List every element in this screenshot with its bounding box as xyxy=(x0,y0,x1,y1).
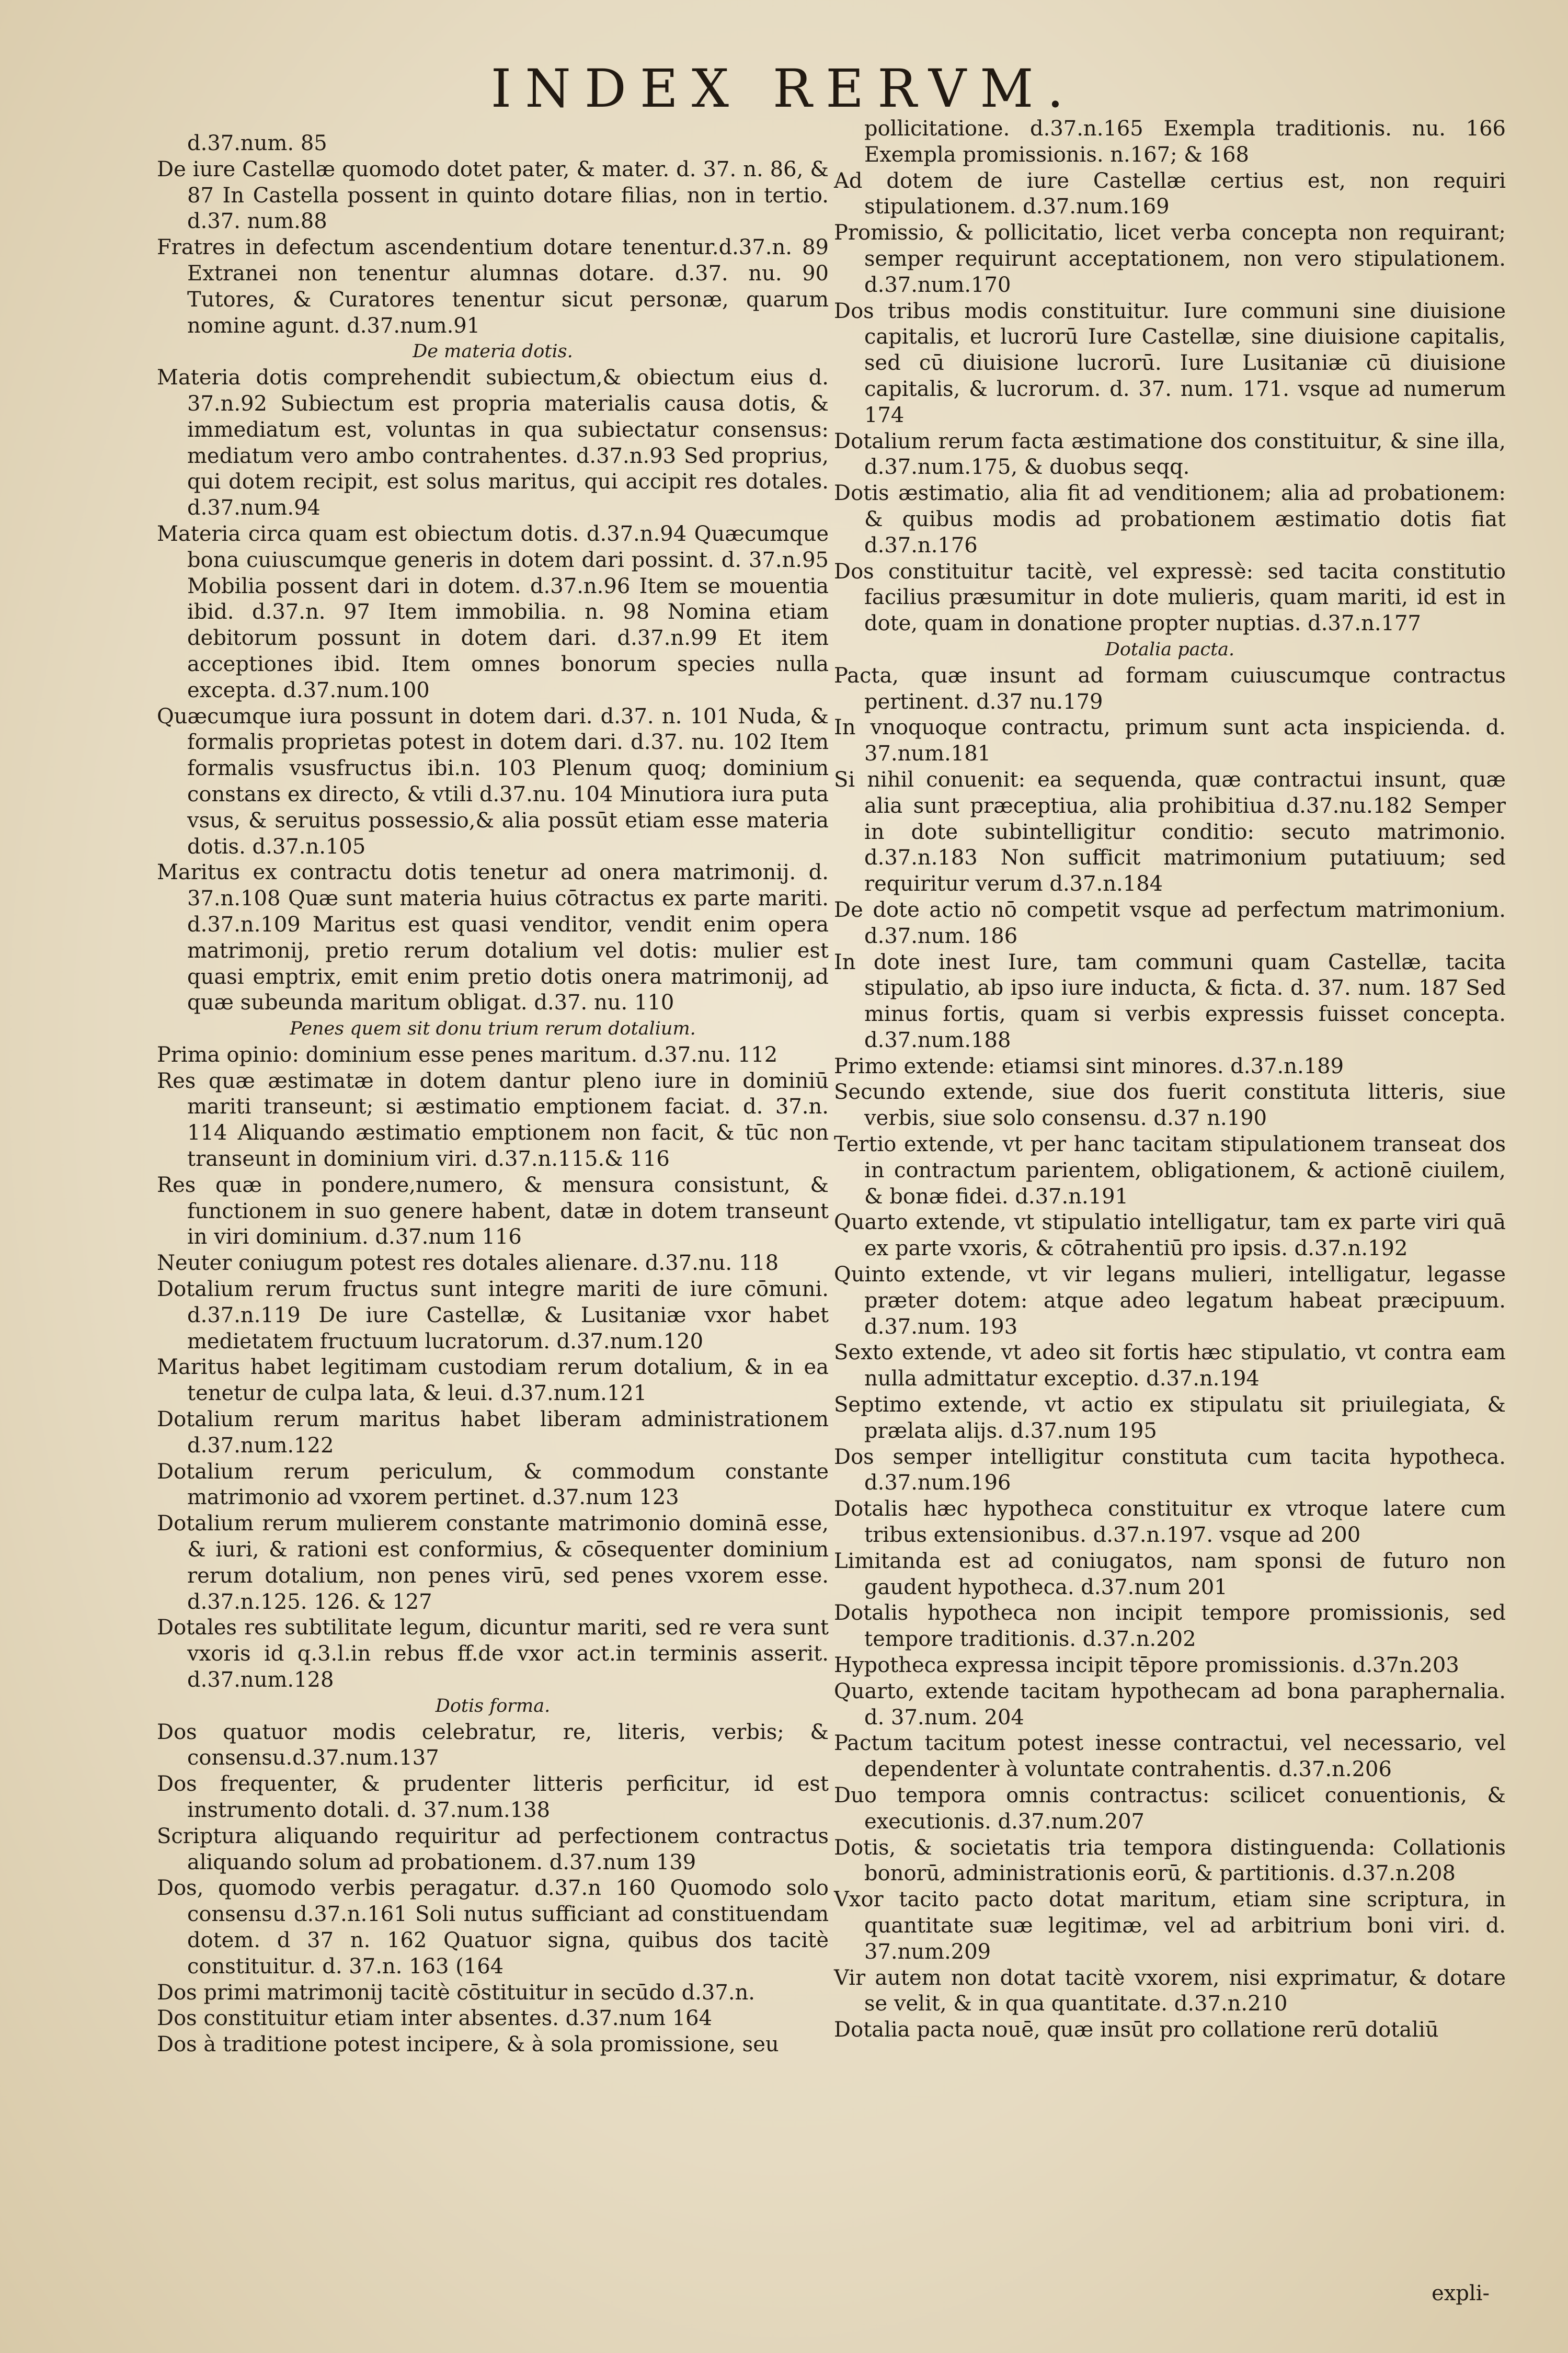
index-entry: Ad dotem de iure Castellæ certius est, non requiri stipulationem. d.37.num.169 xyxy=(834,168,1506,219)
index-entry: Dos, quomodo verbis peragatur. d.37.n 160 Quomodo solo consensu d.37.n.161 Soli nutus sufficiant ad constituendam dotem. d 37 n. 162 Quatuor signa, quibus dos tacitè constituitur. d. 37.n. 163 (164 xyxy=(157,1876,829,1979)
index-entry: Hypotheca expressa incipit tēpore promissionis. d.37n.203 xyxy=(834,1653,1459,1678)
section-heading: Dotis forma. xyxy=(435,1695,551,1717)
index-entry: Res quæ in pondere,numero, & mensura consistunt, & functionem in suo genere habent, datæ in dotem transeunt in viri dominium. d.37.num 116 xyxy=(157,1173,829,1249)
index-entry: Scriptura aliquando requiritur ad perfectionem contractus aliquando solum ad probationem. d.37.num 139 xyxy=(157,1824,829,1874)
index-entry: Quæcumque iura possunt in dotem dari. d.37. n. 101 Nuda, & formalis proprietas potest in dotem dari. d.37. nu. 102 Item formalis vsusfructus ibi.n. 103 Plenum quoq; dominium constans ex directo, & vtili d.37.nu. 104 Minutiora iura puta vsus, & seruitus possessio,& alia possūt etiam esse materia dotis. d.37.n.105 xyxy=(157,704,829,859)
catchword: expli- xyxy=(1432,2281,1490,2305)
index-entry: Materia dotis comprehendit subiectum,& obiectum eius d. 37.n.92 Subiectum est propria materialis causa dotis, & immediatum est, voluntas in qua subiectatur consensus: mediatum vero ambo contrahentes. d.37.n.93 Sed proprius, qui dotem recipit, est solus maritus, qui accipit res dotales. d.37.num.94 xyxy=(157,366,829,520)
index-entry: Dotalium rerum periculum, & commodum constante matrimonio ad vxorem pertinet. d.37.num 123 xyxy=(157,1459,829,1510)
index-entry: Quarto extende, vt stipulatio intelligatur, tam ex parte viri quā ex parte vxoris, & cōtrahentiū pro ipsis. d.37.n.192 xyxy=(834,1210,1506,1261)
index-entry: Pacta, quæ insunt ad formam cuiuscumque contractus pertinent. d.37 nu.179 xyxy=(834,663,1506,714)
index-entry: De dote actio nō competit vsque ad perfectum matrimonium. d.37.num. 186 xyxy=(834,897,1506,948)
index-entry: Materia circa quam est obiectum dotis. d.37.n.94 Quæcumque bona cuiuscumque generis in dotem dari possint. d. 37.n.95 Mobilia possent dari in dotem. d.37.n.96 Item se mouentia ibid. d.37.n. 97 Item immobilia. n. 98 Nomina etiam debitorum possunt in dotem dari. d.37.n.99 Et item acceptiones ibid. Item omnes bonorum species nulla excepta. d.37.num.100 xyxy=(157,521,829,702)
index-entry: Dotalium rerum mulierem constante matrimonio dominā esse, & iuri, & rationi est conformius, & cōsequenter dominium rerum dotalium, non penes virū, sed penes vxorem esse. d.37.n.125. 126. & 127 xyxy=(157,1511,829,1614)
index-entry: In dote inest Iure, tam communi quam Castellæ, tacita stipulatio, ab ipso iure inducta, & ficta. d. 37. num. 187 Sed minus fortis, quam si verbis expressis fuisset concepta. d.37.num.188 xyxy=(834,950,1506,1052)
index-entry: Duo tempora omnis contractus: scilicet conuentionis, & executionis. d.37.num.207 xyxy=(834,1783,1506,1834)
index-entry: De iure Castellæ quomodo dotet pater, & mater. d. 37. n. 86, & 87 In Castella possent in quinto dotare filias, non in tertio. d.37. num.88 xyxy=(157,157,829,234)
index-entry: Sexto extende, vt adeo sit fortis hæc stipulatio, vt contra eam nulla admittatur exceptio. d.37.n.194 xyxy=(834,1340,1506,1391)
page-title: INDEX RERVM. xyxy=(490,58,1078,119)
index-entry: Dotis æstimatio, alia fit ad venditionem; alia ad probationem: & quibus modis ad probationem æstimatio dotis fiat d.37.n.176 xyxy=(834,481,1506,558)
index-entry: Pactum tacitum potest inesse contractui, vel necessario, vel dependenter à voluntate contrahentis. d.37.n.206 xyxy=(834,1731,1506,1782)
index-entry: Septimo extende, vt actio ex stipulatu sit priuilegiata, & prælata alijs. d.37.num 195 xyxy=(834,1393,1506,1443)
index-entry: Dotales res subtilitate legum, dicuntur mariti, sed re vera sunt vxoris id q.3.l.in rebus ff.de vxor act.in terminis asserit. d.37.num.128 xyxy=(157,1616,829,1692)
index-entry: Dos constituitur tacitè, vel expressè: sed tacita constitutio facilius præsumitur in dote mulieris, quam mariti, id est in dote, quam in donatione propter nuptias. d.37.n.177 xyxy=(834,559,1506,636)
index-entry: Maritus habet legitimam custodiam rerum dotalium, & in ea tenetur de culpa lata, & leui. d.37.num.121 xyxy=(157,1355,829,1406)
index-column-left xyxy=(157,131,829,2058)
index-entry: Dotalis hypotheca non incipit tempore promissionis, sed tempore traditionis. d.37.n.202 xyxy=(834,1601,1506,1652)
section-heading: De materia dotis. xyxy=(413,341,573,362)
index-entry: Dos tribus modis constituitur. Iure communi sine diuisione capitalis, et lucrorū Iure Castellæ, sine diuisione capitalis, sed cū diuisione lucrorū. Iure Lusitaniæ cū diuisione capitalis, & lucrorum. d. 37. num. 171. vsque ad numerum 174 xyxy=(834,299,1506,427)
index-entry: Dos à traditione potest incipere, & à sola promissione, seu xyxy=(157,2032,779,2057)
index-entry: Dos constituitur etiam inter absentes. d.37.num 164 xyxy=(157,2006,713,2031)
index-entry: Si nihil conuenit: ea sequenda, quæ contractui insunt, quæ alia sunt præceptiua, alia prohibitiua d.37.nu.182 Semper in dote subintelligitur conditio: secuto matrimonio. d.37.n.183 Non sufficit matrimonium putatiuum; sed requiritur verum d.37.n.184 xyxy=(834,767,1506,896)
index-entry: Dotalium rerum facta æstimatione dos constituitur, & sine illa, d.37.num.175, & duobus seqq. xyxy=(834,429,1506,480)
index-entry: Promissio, & pollicitatio, licet verba concepta non requirant; semper requirunt acceptationem, non vero stipulationem. d.37.num.170 xyxy=(834,221,1506,297)
index-entry: Primo extende: etiamsi sint minores. d.37.n.189 xyxy=(834,1054,1344,1078)
index-column-right xyxy=(834,116,1506,2043)
section-heading: Dotalia pacta. xyxy=(1105,639,1235,660)
index-entry: Tertio extende, vt per hanc tacitam stipulationem transeat dos in contractum parientem, obligationem, & actionē ciuilem, & bonæ fidei. d.37.n.191 xyxy=(834,1132,1506,1209)
index-entry: Dotalium rerum maritus habet liberam administrationem d.37.num.122 xyxy=(157,1407,829,1458)
index-entry: pollicitatione. d.37.n.165 Exempla traditionis. nu. 166 Exempla promissionis. n.167; & 168 xyxy=(864,117,1506,167)
index-entry: Limitanda est ad coniugatos, nam sponsi de futuro non gaudent hypotheca. d.37.num 201 xyxy=(834,1549,1506,1599)
index-entry: Dotis, & societatis tria tempora distinguenda: Collationis bonorū, administrationis eorū, & partitionis. d.37.n.208 xyxy=(834,1835,1506,1886)
index-entry: Dotalis hæc hypotheca constituitur ex vtroque latere cum tribus extensionibus. d.37.n.197. vsque ad 200 xyxy=(834,1497,1506,1548)
index-entry: In vnoquoque contractu, primum sunt acta inspicienda. d. 37.num.181 xyxy=(834,715,1506,766)
index-entry: Maritus ex contractu dotis tenetur ad onera matrimonij. d. 37.n.108 Quæ sunt materia huius cōtractus ex parte mariti. d.37.n.109 Maritus est quasi venditor, vendit enim opera matrimonij, pretio rerum dotalium vel dotis: mulier est quasi emptrix, emit enim pretio dotis onera matrimonij, ad quæ subeunda maritum obligat. d.37. nu. 110 xyxy=(157,860,829,1015)
index-entry: Res quæ æstimatæ in dotem dantur pleno iure in dominiū mariti transeunt; si æstimatio emptionem faciat. d. 37.n. 114 Aliquando æstimatio emptionem non facit, & tūc non transeunt in dominium viri. d.37.n.115.& 116 xyxy=(157,1068,829,1172)
index-entry: Quarto, extende tacitam hypothecam ad bona paraphernalia. d. 37.num. 204 xyxy=(834,1679,1506,1730)
index-entry: d.37.num. 85 xyxy=(187,131,327,155)
index-entry: Secundo extende, siue dos fuerit constituta litteris, siue verbis, siue solo consensu. d.37 n.190 xyxy=(834,1080,1506,1131)
index-entry: Dotalia pacta nouē, quæ insūt pro collatione rerū dotaliū xyxy=(834,2018,1439,2042)
section-heading: Penes quem sit donu trium rerum dotalium. xyxy=(290,1018,696,1040)
index-entry: Dos primi matrimonij tacitè cōstituitur in secūdo d.37.n. xyxy=(157,1980,756,2005)
index-entry: Dotalium rerum fructus sunt integre mariti de iure cōmuni. d.37.n.119 De iure Castellæ, & Lusitaniæ vxor habet medietatem fructuum lucratorum. d.37.num.120 xyxy=(157,1277,829,1354)
index-entry: Vir autem non dotat tacitè vxorem, nisi exprimatur, & dotare se velit, & in qua quantitate. d.37.n.210 xyxy=(834,1965,1506,2016)
index-entry: Dos quatuor modis celebratur, re, literis, verbis; & consensu.d.37.num.137 xyxy=(157,1720,829,1770)
index-entry: Neuter coniugum potest res dotales alienare. d.37.nu. 118 xyxy=(157,1251,779,1276)
index-entry: Vxor tacito pacto dotat maritum, etiam sine scriptura, in quantitate suæ legitimæ, vel ad arbitrium boni viri. d. 37.num.209 xyxy=(834,1888,1506,1964)
index-entry: Fratres in defectum ascendentium dotare tenentur.d.37.n. 89 Extranei non tenentur alumnas dotare. d.37. nu. 90 Tutores, & Curatores tenentur sicut personæ, quarum nomine agunt. d.37.num.91 xyxy=(157,235,829,338)
index-entry: Dos frequenter, & prudenter litteris perficitur, id est instrumento dotali. d. 37.num.138 xyxy=(157,1772,829,1822)
index-entry: Dos semper intelligitur constituta cum tacita hypotheca. d.37.num.196 xyxy=(834,1445,1506,1495)
index-entry: Quinto extende, vt vir legans mulieri, intelligatur, legasse præter dotem: atque adeo legatum habeat præcipuum. d.37.num. 193 xyxy=(834,1263,1506,1339)
index-entry: Prima opinio: dominium esse penes maritum. d.37.nu. 112 xyxy=(157,1042,778,1067)
